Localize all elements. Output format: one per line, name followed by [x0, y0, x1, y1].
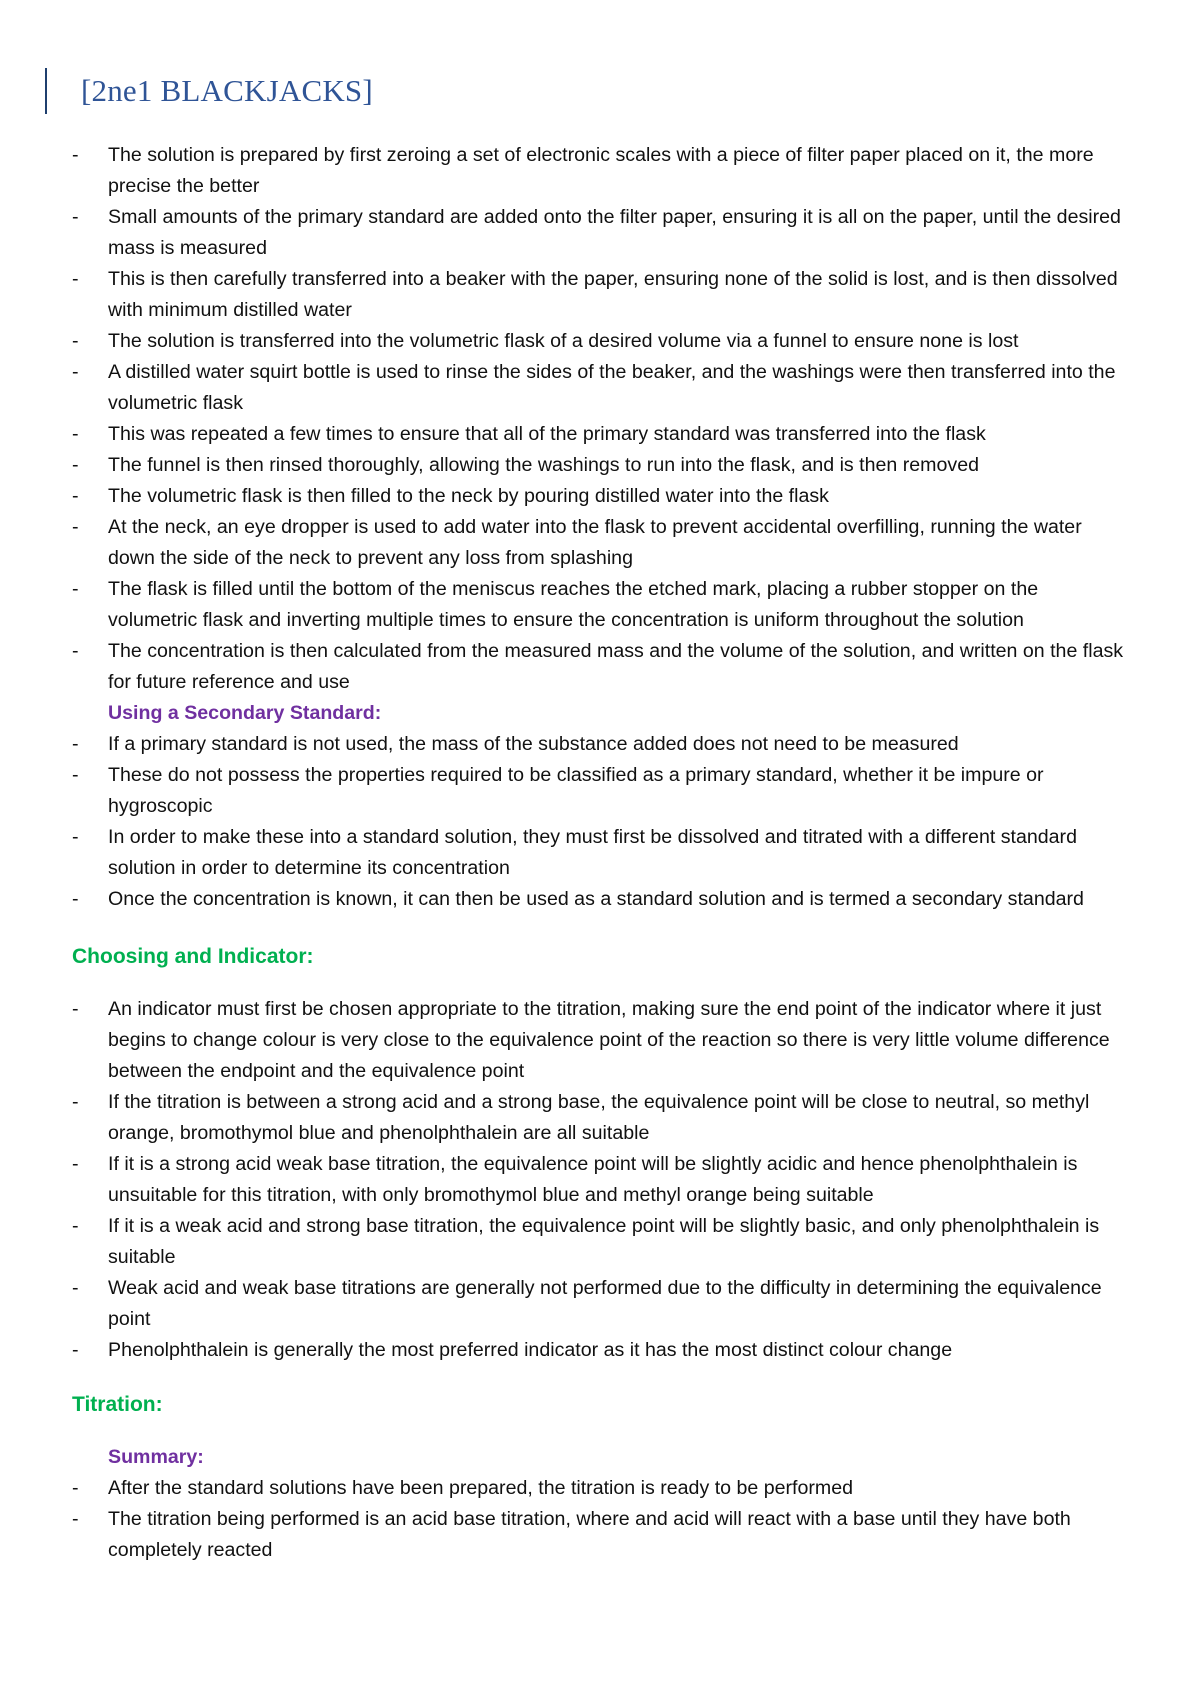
list-item: - If it is a strong acid weak base titration, the equivalence point will be slightly acidic and hence phenolphthalein is unsuitable for this titration, with only bromothymol blue and methyl orange being suitable — [72, 1153, 1078, 1206]
list-item: - These do not possess the properties required to be classified as a primary standard, whether it be impure or hygroscopic — [72, 764, 1044, 817]
list-item: - The titration being performed is an acid base titration, where and acid will react with a base until they have both completely reacted — [72, 1508, 1071, 1561]
list-item: - Small amounts of the primary standard are added onto the filter paper, ensuring it is all on the paper, until the desired mass is measured — [72, 206, 1121, 259]
list-item: - If the titration is between a strong acid and a strong base, the equivalence point will be close to neutral, so methyl orange, bromothymol blue and phenolphthalein are all suitable — [72, 1091, 1090, 1144]
list-item: - In order to make these into a standard solution, they must first be dissolved and titrated with a different standard solution in order to determine its concentration — [72, 826, 1077, 879]
subheading-secondary-standard: Using a Secondary Standard: — [108, 702, 382, 724]
list-item: - The funnel is then rinsed thoroughly, allowing the washings to run into the flask, and is then removed — [72, 454, 979, 476]
list-item: - If it is a weak acid and strong base titration, the equivalence point will be slightly basic, and only phenolphthalein is suitable — [72, 1215, 1100, 1268]
list-item: - If a primary standard is not used, the mass of the substance added does not need to be measured — [72, 733, 959, 755]
list-item: - Weak acid and weak base titrations are generally not performed due to the difficulty in determining the equivalence point — [72, 1277, 1102, 1330]
list-item: - The solution is transferred into the volumetric flask of a desired volume via a funnel to ensure none is lost — [72, 330, 1019, 352]
list-item: - The flask is filled until the bottom of the meniscus reaches the etched mark, placing a rubber stopper on the volumetric flask and inverting multiple times to ensure the concentration is uniform throughout the solution — [72, 578, 1039, 631]
list-item: - Phenolphthalein is generally the most preferred indicator as it has the most distinct colour change — [72, 1339, 953, 1361]
list-item: - Once the concentration is known, it can then be used as a standard solution and is termed a secondary standard — [72, 888, 1084, 910]
list-item: - An indicator must first be chosen appropriate to the titration, making sure the end point of the indicator where it just begins to change colour is very close to the equivalence point of the reaction so there is very little volume difference between the endpoint and the equivalence point — [72, 998, 1110, 1082]
page-header — [45, 68, 373, 114]
list-item: - After the standard solutions have been prepared, the titration is ready to be performed — [72, 1477, 854, 1499]
list-item: - This is then carefully transferred into a beaker with the paper, ensuring none of the solid is lost, and is then dissolved with minimum distilled water — [72, 268, 1118, 321]
list-item: - At the neck, an eye dropper is used to add water into the flask to prevent accidental overfilling, running the water down the side of the neck to prevent any loss from splashing — [72, 516, 1082, 569]
section-heading-indicator: Choosing and Indicator: — [72, 945, 314, 968]
list-item: - The volumetric flask is then filled to the neck by pouring distilled water into the flask — [72, 485, 829, 507]
list-item: - The concentration is then calculated from the measured mass and the volume of the solution, and written on the flask for future reference and use — [72, 640, 1124, 693]
header-rule — [45, 68, 47, 114]
list-item: - A distilled water squirt bottle is used to rinse the sides of the beaker, and the washings were then transferred into the volumetric flask — [72, 361, 1116, 414]
list-item: - This was repeated a few times to ensure that all of the primary standard was transferred into the flask — [72, 423, 986, 445]
subheading-summary: Summary: — [108, 1446, 204, 1468]
list-item: - The solution is prepared by first zeroing a set of electronic scales with a piece of filter paper placed on it, the more precise the better — [72, 144, 1094, 197]
header-title: [2ne1 BLACKJACKS] — [81, 73, 373, 108]
section-heading-titration: Titration: — [72, 1393, 163, 1416]
